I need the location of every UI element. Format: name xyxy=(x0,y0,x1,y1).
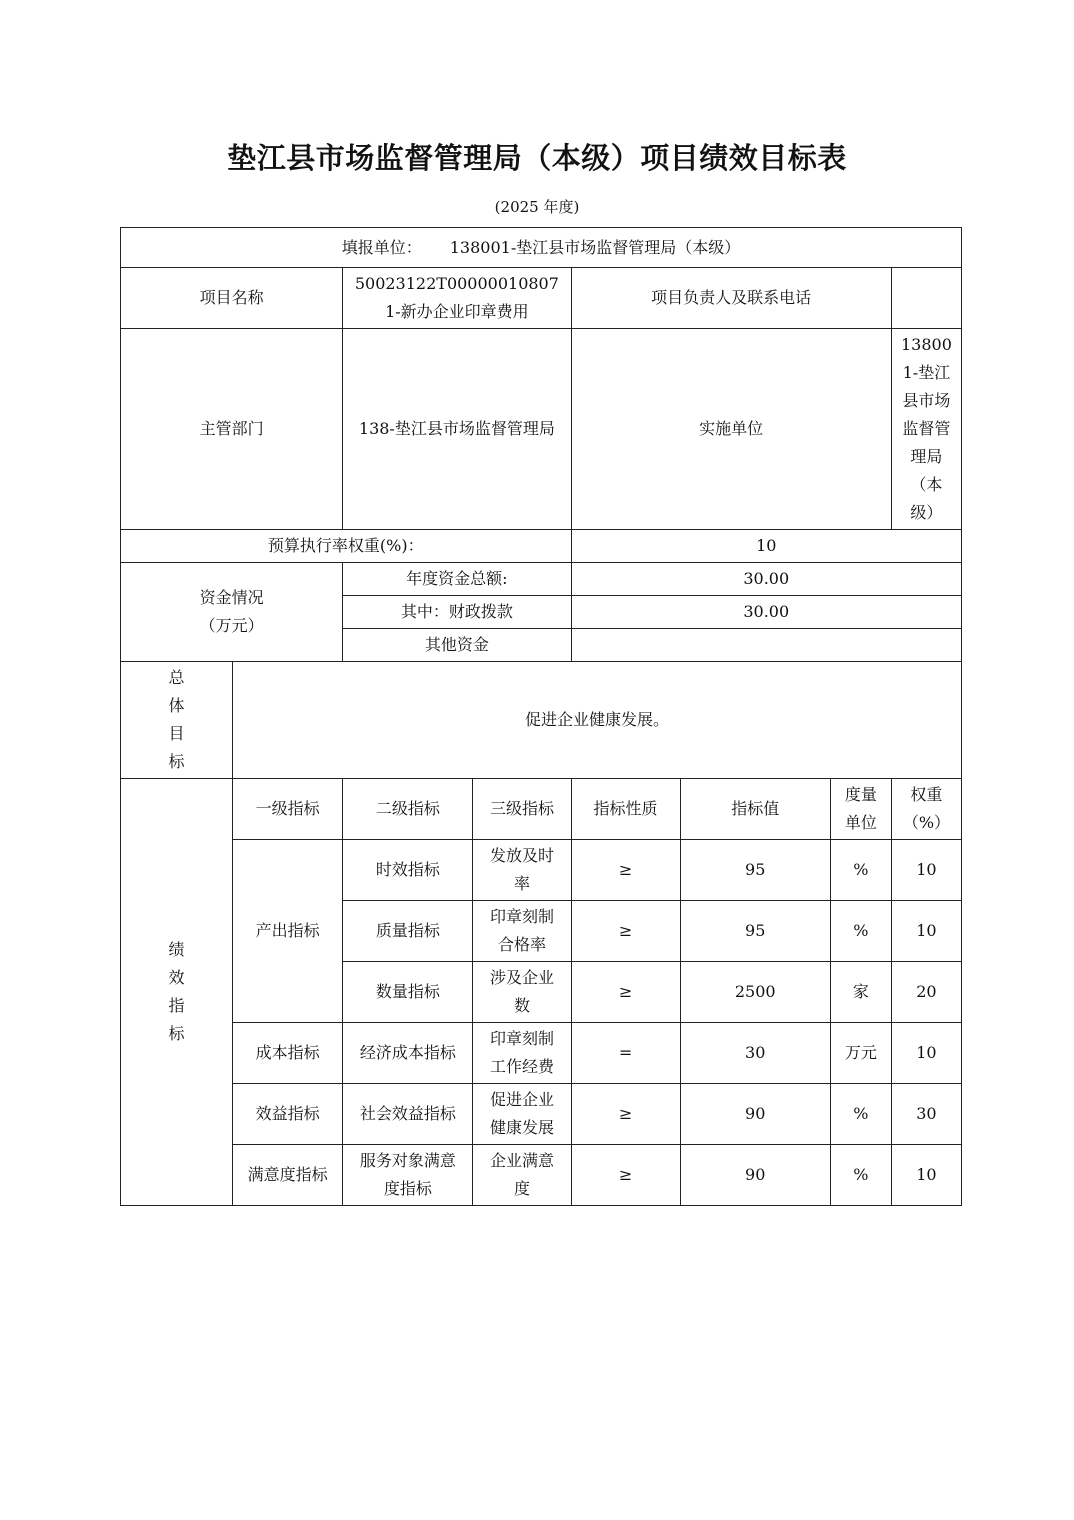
level2-cell: 服务对象满意度指标 xyxy=(343,1145,473,1206)
reporting-unit-label: 填报单位： xyxy=(341,237,422,257)
level2-cell: 社会效益指标 xyxy=(343,1084,473,1145)
level3-cell: 印章刻制工作经费 xyxy=(473,1023,571,1084)
nature-cell: ≥ xyxy=(571,1084,680,1145)
nature-cell: ≥ xyxy=(571,1145,680,1206)
annual-total-value: 30.00 xyxy=(571,563,962,596)
group-benefit: 效益指标 xyxy=(233,1084,343,1145)
goal-text: 促进企业健康发展。 xyxy=(233,662,962,779)
reporting-unit-row xyxy=(121,228,962,268)
weight-cell: 10 xyxy=(891,1145,961,1206)
weight-cell: 10 xyxy=(891,1023,961,1084)
funds-label-cell xyxy=(121,563,343,662)
level2-cell: 质量指标 xyxy=(343,901,473,962)
goal-label-char: 体 xyxy=(168,696,185,715)
nature-cell: ≥ xyxy=(571,962,680,1023)
value-cell: 90 xyxy=(680,1145,830,1206)
unit-cell: % xyxy=(830,1145,891,1206)
weight-cell: 20 xyxy=(891,962,961,1023)
performance-target-table xyxy=(120,227,962,1206)
header-unit xyxy=(830,779,891,840)
funds-label: 资金情况 xyxy=(199,588,264,607)
indicator-row xyxy=(121,840,962,901)
header-value: 指标值 xyxy=(680,779,830,840)
header-level1: 一级指标 xyxy=(233,779,343,840)
goal-label-char: 标 xyxy=(168,752,185,771)
fiscal-year: (2025 年度) xyxy=(494,198,580,216)
funds-unit: （万元） xyxy=(199,616,264,635)
indicator-row xyxy=(121,1084,962,1145)
value-cell: 95 xyxy=(680,840,830,901)
goal-label-char: 目 xyxy=(168,724,185,743)
annual-total-label: 年度资金总额: xyxy=(343,563,571,596)
project-lead-value xyxy=(891,268,961,329)
value-cell: 2500 xyxy=(680,962,830,1023)
weight-cell: 30 xyxy=(891,1084,961,1145)
group-satisfaction: 满意度指标 xyxy=(233,1145,343,1206)
nature-cell: ≥ xyxy=(571,901,680,962)
header-unit-line: 单位 xyxy=(844,813,877,832)
unit-cell: % xyxy=(830,901,891,962)
header-weight-line: 权重 xyxy=(910,785,943,804)
department-value: 138-垫江县市场监督管理局 xyxy=(343,329,571,530)
value-cell: 95 xyxy=(680,901,830,962)
other-funds-label: 其他资金 xyxy=(343,629,571,662)
indicators-label-char: 效 xyxy=(168,968,185,987)
header-level3: 三级指标 xyxy=(473,779,571,840)
department-label: 主管部门 xyxy=(121,329,343,530)
funds-total-row xyxy=(121,563,962,596)
weight-cell: 10 xyxy=(891,901,961,962)
page-title: 垫江县市场监督管理局（本级）项目绩效目标表 xyxy=(227,141,847,175)
header-weight-line: （%） xyxy=(902,813,951,832)
indicators-label-char: 标 xyxy=(168,1024,185,1043)
nature-cell: = xyxy=(571,1023,680,1084)
goal-label-cell xyxy=(121,662,233,779)
goal-label-char: 总 xyxy=(168,668,185,687)
indicators-label-char: 指 xyxy=(168,996,185,1015)
level3-cell: 涉及企业数 xyxy=(473,962,571,1023)
level3-cell: 促进企业健康发展 xyxy=(473,1084,571,1145)
value-cell: 90 xyxy=(680,1084,830,1145)
budget-rate-value: 10 xyxy=(571,530,962,563)
nature-cell: ≥ xyxy=(571,840,680,901)
fiscal-label: 其中：财政拨款 xyxy=(343,596,571,629)
indicator-row xyxy=(121,1145,962,1206)
header-nature: 指标性质 xyxy=(571,779,680,840)
project-name-value: 50023122T000000108071-新办企业印章费用 xyxy=(343,268,571,329)
group-output: 产出指标 xyxy=(233,840,343,1023)
header-unit-line: 度量 xyxy=(844,785,877,804)
indicator-header-row xyxy=(121,779,962,840)
level2-cell: 数量指标 xyxy=(343,962,473,1023)
level2-cell: 时效指标 xyxy=(343,840,473,901)
group-cost: 成本指标 xyxy=(233,1023,343,1084)
header-level2: 二级指标 xyxy=(343,779,473,840)
department-row xyxy=(121,329,962,530)
project-name-row xyxy=(121,268,962,329)
reporting-unit-cell xyxy=(121,228,962,268)
unit-cell: 家 xyxy=(830,962,891,1023)
header-weight xyxy=(891,779,961,840)
project-name-label: 项目名称 xyxy=(121,268,343,329)
unit-cell: % xyxy=(830,1084,891,1145)
level3-cell: 企业满意度 xyxy=(473,1145,571,1206)
value-cell: 30 xyxy=(680,1023,830,1084)
weight-cell: 10 xyxy=(891,840,961,901)
reporting-unit-value: 138001-垫江县市场监督管理局（本级） xyxy=(449,237,741,257)
indicators-label-char: 绩 xyxy=(168,940,185,959)
implementing-unit-value: 138001-垫江县市场监督管理局（本级） xyxy=(891,329,961,530)
level2-cell: 经济成本指标 xyxy=(343,1023,473,1084)
unit-cell: % xyxy=(830,840,891,901)
budget-rate-label: 预算执行率权重(%)： xyxy=(121,530,572,563)
goal-row xyxy=(121,662,962,779)
implementing-unit-label: 实施单位 xyxy=(571,329,891,530)
unit-cell: 万元 xyxy=(830,1023,891,1084)
budget-rate-row xyxy=(121,530,962,563)
indicator-row xyxy=(121,1023,962,1084)
fiscal-value: 30.00 xyxy=(571,596,962,629)
level3-cell: 印章刻制合格率 xyxy=(473,901,571,962)
indicators-label-cell xyxy=(121,779,233,1206)
project-lead-label: 项目负责人及联系电话 xyxy=(571,268,891,329)
other-funds-value xyxy=(571,629,962,662)
level3-cell: 发放及时率 xyxy=(473,840,571,901)
